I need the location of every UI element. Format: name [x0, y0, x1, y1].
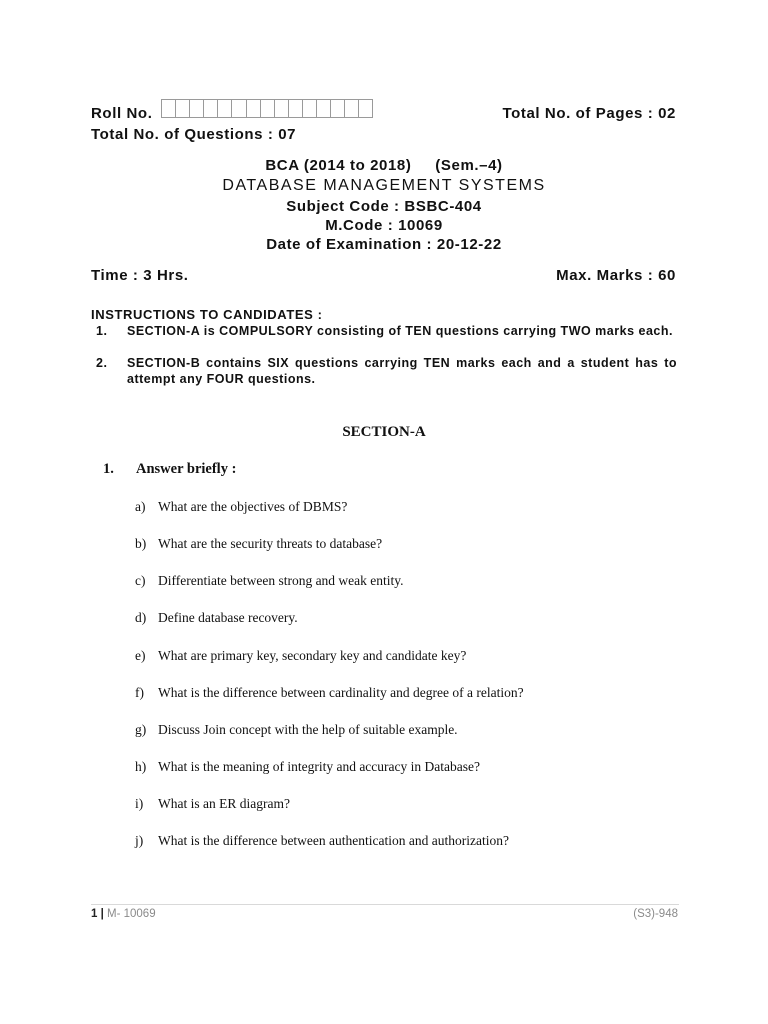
footer-page-number: 1 — [91, 908, 98, 920]
instruction-number: 1. — [96, 324, 108, 338]
footer-mcode: M- 10069 — [107, 908, 156, 920]
total-pages: Total No. of Pages : 02 — [502, 105, 676, 122]
subquestion-letter: g) — [135, 722, 147, 737]
instruction-number: 2. — [96, 356, 108, 370]
subquestion — [135, 759, 480, 775]
subquestion-letter: d) — [135, 610, 147, 625]
subquestion — [135, 499, 347, 515]
question-number: 1. — [103, 461, 114, 477]
subquestion-letter: h) — [135, 759, 147, 774]
subquestion-text: Discuss Join concept with the help of suitable example. — [158, 722, 458, 737]
footer-page-info — [91, 908, 156, 920]
subquestion — [135, 610, 298, 626]
subquestion-text: Define database recovery. — [158, 610, 298, 625]
total-questions: Total No. of Questions : 07 — [91, 126, 297, 143]
subject-title: DATABASE MANAGEMENT SYSTEMS — [222, 177, 546, 194]
subquestion-text: What is the difference between authentication and authorization? — [158, 833, 509, 848]
instructions-heading: INSTRUCTIONS TO CANDIDATES : — [91, 307, 323, 322]
m-code: M.Code : 10069 — [325, 217, 443, 234]
subquestion-text: Differentiate between strong and weak entity. — [158, 573, 404, 588]
subquestion-letter: b) — [135, 536, 147, 551]
subquestion — [135, 796, 290, 812]
subquestion — [135, 685, 524, 701]
subquestion-text: What are the objectives of DBMS? — [158, 499, 348, 514]
subquestion-letter: e) — [135, 648, 146, 663]
subquestion — [135, 536, 382, 552]
subquestion — [135, 648, 466, 664]
subquestion-letter: i) — [135, 796, 144, 811]
question-title: Answer briefly : — [136, 461, 237, 477]
subquestion-letter: f) — [135, 685, 144, 700]
roll-number-boxes[interactable] — [161, 99, 373, 118]
subquestion-text: What is the meaning of integrity and accuracy in Database? — [158, 759, 480, 774]
subquestion — [135, 573, 404, 589]
exam-date: Date of Examination : 20-12-22 — [266, 236, 502, 253]
subquestion-text: What is the difference between cardinality and degree of a relation? — [158, 685, 524, 700]
subquestion-letter: c) — [135, 573, 146, 588]
instruction-text: SECTION-A is COMPULSORY consisting of TEN questions carrying TWO marks each. — [127, 324, 673, 338]
footer-divider — [91, 904, 679, 905]
subquestion-text: What are the security threats to database? — [158, 536, 383, 551]
instruction-item — [91, 356, 677, 387]
subject-code: Subject Code : BSBC-404 — [286, 198, 482, 215]
instruction-text: SECTION-B contains SIX questions carrying TEN marks each and a student has to attempt any FOUR questions. — [127, 356, 677, 386]
footer-separator: | — [97, 908, 108, 920]
course-line: BCA (2014 to 2018) (Sem.–4) — [265, 157, 503, 174]
subquestion-letter: j) — [135, 833, 144, 848]
subquestion — [135, 722, 458, 738]
subquestion — [135, 833, 509, 849]
exam-time: Time : 3 Hrs. — [91, 267, 189, 284]
instruction-item — [91, 324, 677, 340]
section-heading: SECTION-A — [342, 424, 426, 440]
max-marks: Max. Marks : 60 — [556, 267, 676, 284]
subquestion-letter: a) — [135, 499, 146, 514]
subquestion-text: What is an ER diagram? — [158, 796, 290, 811]
subquestion-text: What are primary key, secondary key and candidate key? — [158, 648, 467, 663]
roll-number-label: Roll No. — [91, 105, 153, 122]
footer-code: (S3)-948 — [633, 908, 678, 920]
